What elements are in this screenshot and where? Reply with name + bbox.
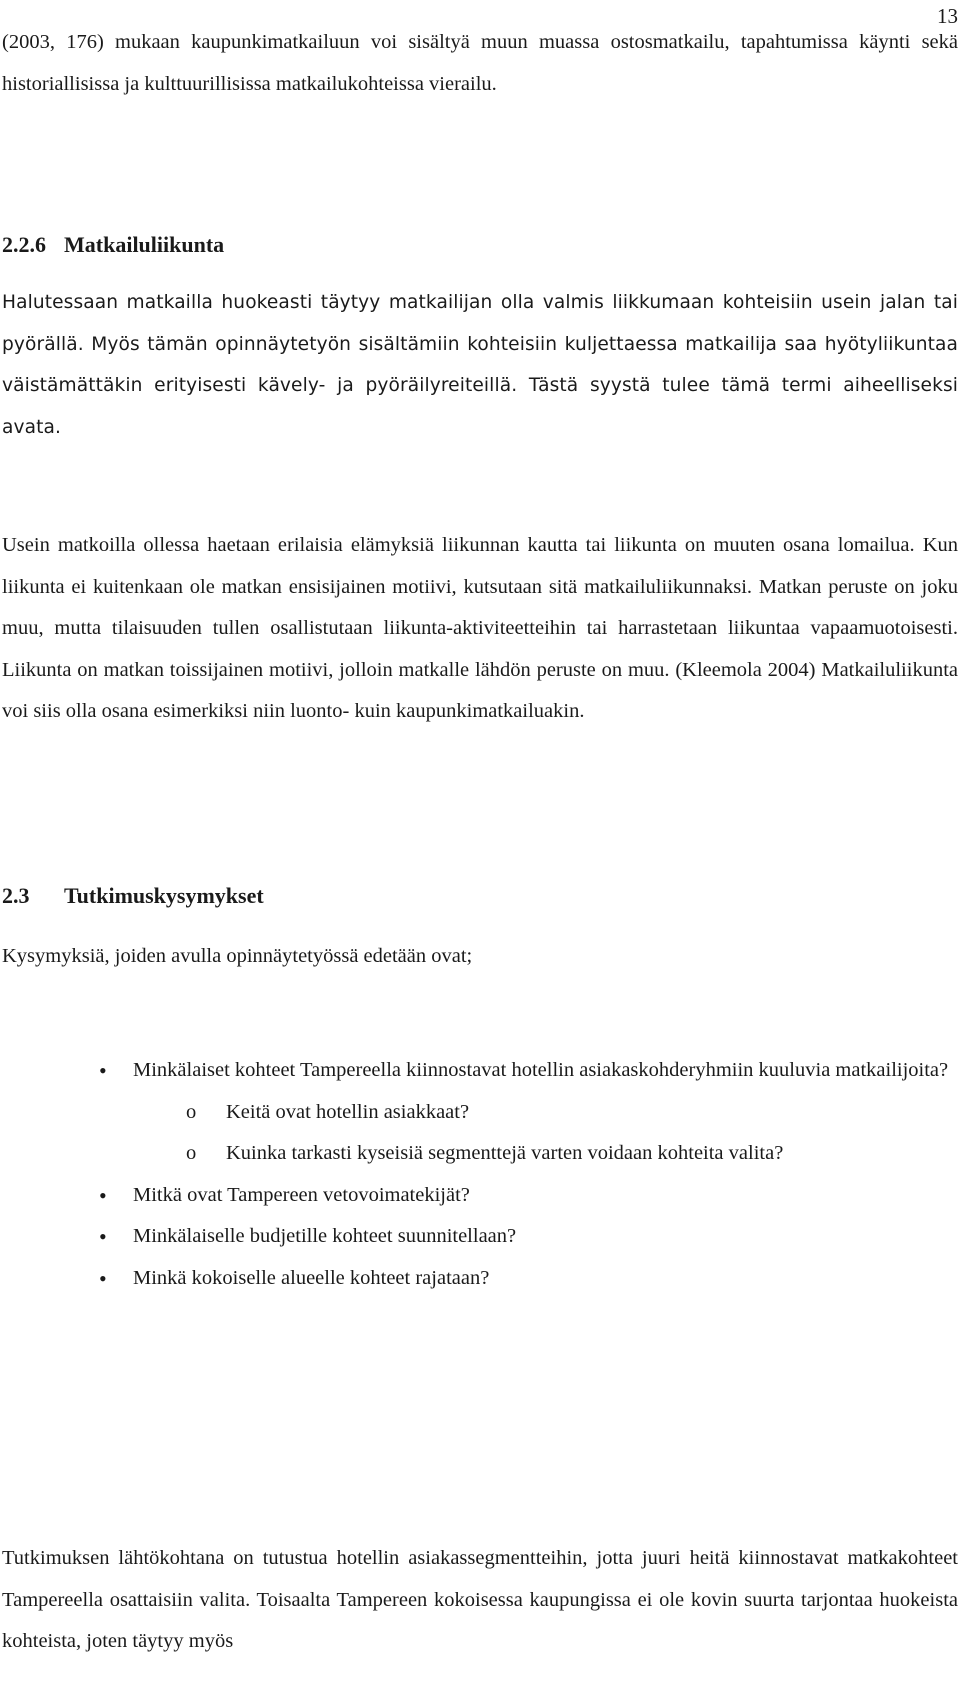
circle-bullet-icon: o [186,1100,197,1123]
intro-paragraph: (2003, 176) mukaan kaupunkimatkailuun voi sisältyä muun muassa ostosmatkailu, tapahtumissa käynti sekä historiallisissa ja kulttuurillisissa matkailukohteissa vierailu. [2,31,958,95]
bullet-icon: • [99,1058,107,1083]
list-item: o Kuinka tarkasti kyseisiä segmenttejä varten voidaan kohteita valita? [0,1133,958,1175]
list-item: • Mitkä ovat Tampereen vetovoimatekijät? [0,1175,958,1217]
research-questions-list [0,1050,958,1300]
bullet-icon: • [99,1224,107,1250]
page-number: 13 [937,4,958,28]
list-item: • Minkälaiset kohteet Tampereella kiinnostavat hotellin asiakaskohderyhmiin kuuluvia matkailijoita? [0,1050,958,1092]
section-title: Tutkimuskysymykset [64,883,264,908]
paragraph-questions-intro: Kysymyksiä, joiden avulla opinnäytetyössä edetään ovat; [2,945,473,967]
section-number: 2.2.6 [2,232,46,257]
list-item: • Minkälaiselle budjetille kohteet suunnitellaan? [0,1216,958,1258]
circle-bullet-icon: o [186,1142,197,1165]
paragraph-walking-cycling: Halutessaan matkailla huokeasti täytyy matkailijan olla valmis liikkumaan kohteisiin usein jalan tai pyörällä. Myös tämän opinnäytetyön sisältämiin kohteisiin kuljettaessa matkailija saa hyötyliikuntaa väistämättäkin erityisesti kävely- ja pyöräilyreiteillä. Tästä syystä tulee tämä termi aiheelliseksi avata. [2,292,958,438]
bullet-icon: • [99,1265,107,1291]
list-item: • Minkä kokoiselle alueelle kohteet rajataan? [0,1258,958,1300]
section-number: 2.3 [2,883,30,908]
section-heading-2-2-6 [2,230,958,260]
section-heading-2-3 [2,881,958,911]
list-item: o Keitä ovat hotellin asiakkaat? [0,1092,958,1134]
paragraph-travel-exercise: Usein matkoilla ollessa haetaan erilaisia elämyksiä liikunnan kautta tai liikunta on muuten osana lomailua. Kun liikunta ei kuitenkaan ole matkan ensisijainen motiivi, kutsutaan sitä matkailuliikunnaksi. Matkan peruste on joku muu, mutta tilaisuuden tullen osallistutaan liikunta-aktiviteetteihin tai harrastetaan liikuntaa vapaamuotoisesti. Liikunta on matkan toissijainen motiivi, jolloin matkalle lähdön peruste on muu. (Kleemola 2004) Matkailuliikunta voi siis olla osana esimerkiksi niin luonto- kuin kaupunkimatkailuakin. [2,534,958,723]
section-title: Matkailuliikunta [64,232,225,257]
bullet-icon: • [99,1182,107,1208]
paragraph-research-basis: Tutkimuksen lähtökohtana on tutustua hotellin asiakassegmentteihin, jotta juuri heitä kiinnostavat matkakohteet Tampereella osattaisiin valita. Toisaalta Tampereen kokoisessa kaupungissa ei ole kovin suurta tarjontaa huokeista kohteista, joten täytyy myös [2,1547,958,1653]
